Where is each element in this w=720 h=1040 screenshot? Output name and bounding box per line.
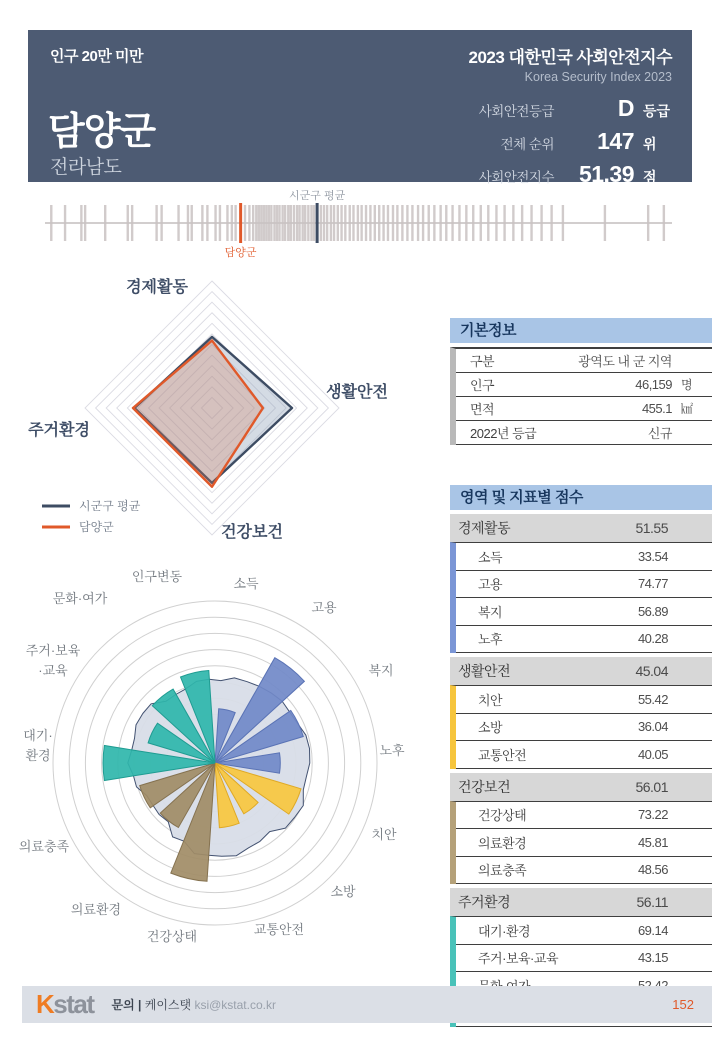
radar-axis-label: 건강보건: [221, 524, 283, 541]
basic-info-row: [456, 397, 712, 421]
province-subtitle: 전라남도: [50, 157, 122, 178]
rose-label-line: 건강상태: [146, 929, 198, 944]
score-indicator-row: [456, 945, 712, 973]
footer-contact: [112, 996, 276, 1013]
rose-label-5: [330, 884, 356, 899]
rose-label-2: [368, 663, 393, 678]
score-indicator-row: [456, 598, 712, 626]
header-right: [469, 43, 672, 188]
basic-info-label: 인구: [470, 378, 495, 393]
score-indicator-label: 주거·보육·교육: [478, 951, 559, 967]
rose-label-1: [311, 600, 337, 615]
score-indicator-label: 대기·환경: [478, 923, 531, 939]
score-indicator-value: 48.56: [637, 862, 668, 878]
score-indicator-value: 40.28: [637, 631, 668, 647]
score-indicator-value: 33.54: [637, 548, 668, 564]
basic-info-value: 46,159: [635, 377, 672, 392]
score-indicator-value: 74.77: [637, 576, 668, 592]
score-category-label: 주거환경: [458, 894, 511, 910]
score-category-row: [450, 773, 712, 801]
rose-label-8: [71, 902, 121, 917]
score-indicator-value: 55.42: [637, 691, 668, 707]
basic-info-value: 광역도 내 군 지역: [578, 354, 672, 369]
score-indicator-rows: [450, 801, 712, 885]
score-indicator-label: 의료환경: [478, 835, 527, 851]
score-category-row: [450, 657, 712, 685]
basic-info-row: [456, 349, 712, 373]
legend-label-0: 시군구 평균: [79, 499, 141, 513]
rose-label-3: [379, 743, 405, 758]
score-category-value: 45.04: [635, 663, 668, 679]
score-indicator-label: 치안: [478, 692, 503, 708]
score-indicator-row: [456, 917, 712, 945]
strip-region-label: 담양군: [224, 247, 257, 259]
population-group-label: 인구 20만 미만: [50, 48, 143, 65]
radar-axis-label: 주거환경: [28, 422, 90, 439]
contact-email: ksi@kstat.co.kr: [194, 998, 276, 1012]
score-indicator-label: 의료충족: [478, 863, 527, 879]
kstat-logo-k: K: [36, 989, 54, 1019]
stat-row: [469, 161, 672, 188]
kstat-logo: [36, 989, 94, 1020]
rose-label-13: [132, 569, 183, 584]
basic-info-label: 면적: [470, 402, 495, 417]
score-category-label: 경제활동: [458, 520, 511, 536]
score-indicator-row: [456, 626, 712, 654]
strip-average-label: 시군구 평균: [289, 190, 346, 202]
rose-label-0: [233, 576, 259, 591]
rose-label-line: 환경: [25, 748, 51, 763]
rose-label-line: 복지: [368, 663, 394, 678]
rose-label-line: 대기·: [23, 728, 53, 743]
score-category-value: 51.55: [635, 520, 668, 536]
rose-label-line: 고용: [311, 600, 337, 615]
kstat-logo-rest: stat: [53, 989, 94, 1019]
score-indicator-label: 교통안전: [478, 747, 527, 763]
radar-chart: [0, 265, 445, 555]
stat-row: [469, 128, 672, 155]
score-category-row: [450, 888, 712, 916]
stat-value: 147: [597, 128, 634, 154]
rose-label-line: 교통안전: [253, 922, 305, 937]
rose-label-11: [26, 643, 81, 678]
basic-info-unit: 명: [681, 378, 693, 392]
rose-label-10: [23, 728, 52, 763]
strip-distribution-chart: [0, 190, 720, 262]
basic-info-label: 구분: [470, 354, 495, 369]
basic-info-value: 455.1: [641, 401, 672, 416]
footer-bar: [22, 986, 712, 1023]
stat-row: [469, 95, 672, 122]
score-indicator-row: [456, 741, 712, 769]
score-table-title: 영역 및 지표별 점수: [450, 485, 712, 510]
score-indicator-row: [456, 543, 712, 571]
score-groups: [450, 514, 712, 1027]
rose-label-line: 인구변동: [131, 569, 183, 584]
score-indicator-row: [456, 857, 712, 885]
score-indicator-value: 69.14: [637, 922, 668, 938]
score-table: [450, 485, 712, 1027]
rose-label-4: [371, 827, 397, 842]
stat-label: 전체 순위: [500, 137, 554, 152]
basic-info-title: 기본정보: [450, 318, 712, 343]
rose-label-12: [53, 591, 108, 606]
stat-unit: 위: [643, 136, 657, 152]
basic-info-row: [456, 421, 712, 445]
score-indicator-label: 고용: [478, 577, 503, 593]
stat-value: D: [617, 95, 634, 121]
score-category-value: 56.01: [635, 778, 668, 795]
rose-label-line: ·교육: [38, 663, 68, 678]
basic-info-label: 2022년 등급: [470, 426, 537, 441]
rose-label-line: 치안: [371, 827, 397, 842]
rose-label-line: 주거·보육: [25, 643, 81, 658]
score-indicator-label: 소방: [478, 720, 503, 736]
score-indicator-row: [456, 802, 712, 830]
radar-axis-label: 경제활동: [126, 279, 188, 296]
score-indicator-row: [456, 714, 712, 742]
radar-axis-label: 생활안전: [326, 384, 388, 401]
rose-label-line: 노후: [379, 743, 405, 758]
score-indicator-rows: [450, 685, 712, 769]
score-indicator-value: 40.05: [637, 746, 668, 762]
score-indicator-value: 43.15: [637, 950, 668, 966]
summary-stats: [469, 95, 672, 188]
stat-value: 51.39: [578, 161, 634, 187]
score-indicator-label: 소득: [478, 549, 503, 565]
rose-label-line: 의료환경: [70, 902, 122, 917]
rose-label-6: [254, 922, 304, 937]
rose-label-7: [147, 929, 197, 944]
score-indicator-label: 복지: [478, 604, 503, 620]
basic-info-table: [450, 318, 712, 445]
basic-info-value: 신규: [647, 426, 672, 441]
score-indicator-label: 건강상태: [478, 808, 527, 824]
basic-info-rows: [450, 347, 712, 445]
score-category-label: 건강보건: [458, 778, 511, 795]
report-title-ko: 2023 대한민국 사회안전지수: [468, 48, 672, 67]
rose-label-line: 소득: [233, 576, 259, 591]
rose-label-line: 문화·여가: [52, 591, 108, 606]
header-band: [28, 30, 692, 187]
region-title: 담양군: [48, 111, 156, 153]
score-indicator-row: [456, 686, 712, 714]
score-indicator-row: [456, 571, 712, 599]
score-indicator-value: 56.89: [637, 603, 668, 619]
contact-name: 케이스탯: [144, 998, 195, 1012]
basic-info-unit: ㎢: [681, 402, 693, 416]
basic-info-row: [456, 373, 712, 397]
score-indicator-row: [456, 829, 712, 857]
contact-prefix: 문의 |: [111, 998, 145, 1012]
score-category-label: 생활안전: [458, 663, 511, 679]
score-indicator-value: 45.81: [637, 834, 668, 850]
report-title-en: Korea Security Index 2023: [524, 70, 672, 84]
stat-unit: 등급: [643, 103, 671, 119]
rose-label-9: [19, 839, 70, 854]
rose-label-line: 의료충족: [18, 839, 70, 854]
score-indicator-value: 73.22: [637, 807, 668, 823]
rose-label-line: 소방: [330, 884, 356, 899]
stat-label: 사회안전등급: [478, 104, 554, 119]
score-indicator-label: 노후: [478, 632, 503, 648]
score-indicator-rows: [450, 542, 712, 653]
score-category-row: [450, 514, 712, 542]
page-number: 152: [672, 997, 694, 1012]
legend-label-1: 담양군: [79, 520, 114, 534]
rose-chart: [0, 545, 445, 957]
score-indicator-value: 36.04: [637, 719, 668, 735]
score-category-value: 56.11: [636, 894, 668, 910]
stat-label: 사회안전지수: [478, 170, 554, 185]
stat-unit: 점: [643, 169, 657, 185]
